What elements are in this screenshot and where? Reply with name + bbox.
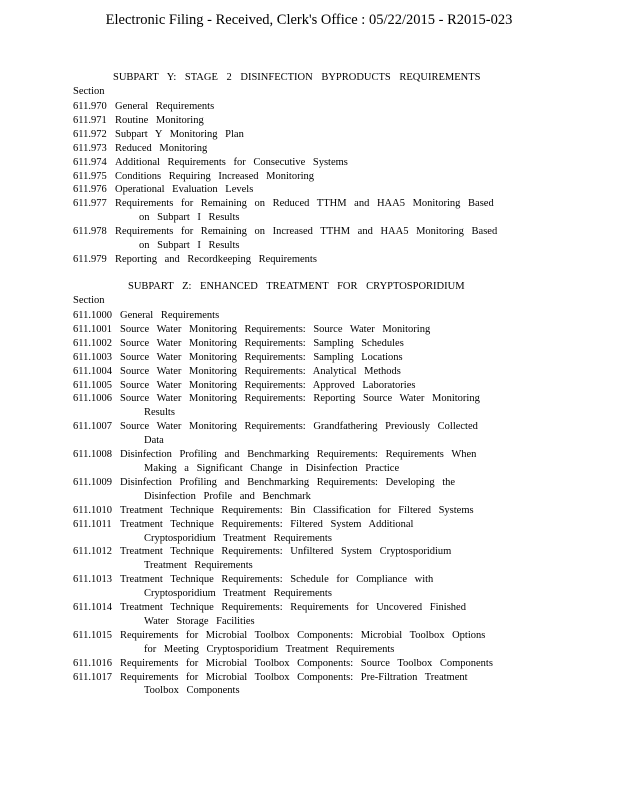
section-number: 611.1001 <box>73 323 112 335</box>
section-number: 611.973 <box>73 142 107 154</box>
section-entry <box>73 504 503 518</box>
subpart-z-section-label: Section <box>73 295 105 306</box>
section-entry <box>73 156 503 170</box>
section-title-text: Reduced Monitoring <box>115 142 208 154</box>
section-number: 611.1016 <box>73 657 112 669</box>
section-number: 611.1014 <box>73 602 112 614</box>
section-title <box>73 629 503 657</box>
subpart-y-section-label: Section <box>73 86 105 97</box>
section-title-text: Reporting and Recordkeeping Requirements <box>115 253 317 265</box>
section-entry <box>73 351 503 365</box>
section-title <box>73 225 503 253</box>
section-title-text: Source Water Monitoring Requirements: Grandfathering Previously Collected <box>120 421 478 433</box>
section-title-continuation: Toolbox Components <box>144 685 240 697</box>
section-title <box>73 518 503 546</box>
subpart-y-title: SUBPART Y: STAGE 2 DISINFECTION BYPRODUCTS REQUIREMENTS <box>113 72 481 83</box>
section-title <box>73 657 503 671</box>
section-number: 611.1013 <box>73 574 112 586</box>
section-title-continuation: Water Storage Facilities <box>144 615 255 627</box>
subpart-z-title: SUBPART Z: ENHANCED TREATMENT FOR CRYPTOSPORIDIUM <box>128 281 465 292</box>
section-number: 611.1017 <box>73 671 112 683</box>
section-title-text: Requirements for Remaining on Reduced TTHM and HAA5 Monitoring Based <box>115 198 494 210</box>
section-title-text: Disinfection Profiling and Benchmarking Requirements: Developing the <box>120 476 456 488</box>
section-number: 611.977 <box>73 198 107 210</box>
section-title-continuation: on Subpart I Results <box>139 240 240 252</box>
section-title-text: Treatment Technique Requirements: Requirements for Uncovered Finished <box>120 602 466 614</box>
section-title-text: Operational Evaluation Levels <box>115 184 254 196</box>
section-title-text: Source Water Monitoring Requirements: Sampling Locations <box>120 351 403 363</box>
section-title-continuation: Cryptosporidium Treatment Requirements <box>144 532 332 544</box>
section-entry <box>73 545 503 573</box>
section-title-text: Treatment Technique Requirements: Unfiltered System Cryptosporidium <box>120 546 452 558</box>
section-title <box>73 392 503 420</box>
section-number: 611.1002 <box>73 337 112 349</box>
section-entry <box>73 476 503 504</box>
section-title-continuation: on Subpart I Results <box>139 212 240 224</box>
section-title <box>73 309 503 323</box>
section-title <box>73 170 503 184</box>
section-title-text: Requirements for Microbial Toolbox Components: Source Toolbox Components <box>120 657 493 669</box>
section-number: 611.1006 <box>73 393 112 405</box>
section-title-text: Source Water Monitoring Requirements: Source Water Monitoring <box>120 323 431 335</box>
section-title-text: Subpart Y Monitoring Plan <box>115 128 244 140</box>
section-entry <box>73 170 503 184</box>
section-title-text: Source Water Monitoring Requirements: Reporting Source Water Monitoring <box>120 393 480 405</box>
section-entry <box>73 392 503 420</box>
section-number: 611.1009 <box>73 476 112 488</box>
section-title <box>73 504 503 518</box>
section-entry <box>73 253 503 267</box>
section-entry <box>73 128 503 142</box>
section-title <box>73 114 503 128</box>
section-entry <box>73 420 503 448</box>
section-title <box>73 253 503 267</box>
section-entry <box>73 601 503 629</box>
section-number: 611.979 <box>73 253 107 265</box>
section-title-text: Conditions Requiring Increased Monitoring <box>115 170 315 182</box>
section-number: 611.974 <box>73 156 107 168</box>
section-number: 611.1012 <box>73 546 112 558</box>
section-title <box>73 183 503 197</box>
section-title <box>73 100 503 114</box>
section-title-text: General Requirements <box>120 310 220 321</box>
section-title-continuation: Results <box>144 407 175 419</box>
section-entry <box>73 379 503 393</box>
section-title <box>73 197 503 225</box>
section-title-continuation: Making a Significant Change in Disinfection Practice <box>144 462 400 474</box>
section-title <box>73 448 503 476</box>
section-entry <box>73 100 503 114</box>
section-number: 611.1011 <box>73 518 112 530</box>
section-number: 611.972 <box>73 128 107 140</box>
section-title-continuation: Treatment Requirements <box>144 560 253 572</box>
section-title-text: Source Water Monitoring Requirements: Analytical Methods <box>120 365 401 377</box>
section-title <box>73 365 503 379</box>
section-title <box>73 323 503 337</box>
section-title <box>73 573 503 601</box>
section-number: 611.1000 <box>73 310 112 321</box>
section-title <box>73 142 503 156</box>
section-title-text: Treatment Technique Requirements: Filtered System Additional <box>120 518 414 530</box>
section-number: 611.976 <box>73 184 107 196</box>
section-title-text: Additional Requirements for Consecutive Systems <box>115 156 348 168</box>
section-number: 611.1010 <box>73 504 112 516</box>
section-title <box>73 601 503 629</box>
section-title-text: Disinfection Profiling and Benchmarking Requirements: Requirements When <box>120 449 477 461</box>
section-title-text: Requirements for Microbial Toolbox Components: Microbial Toolbox Options <box>120 629 486 641</box>
section-title-text: Treatment Technique Requirements: Schedule for Compliance with <box>120 574 434 586</box>
section-title-text: Routine Monitoring <box>115 114 204 126</box>
section-entry <box>73 629 503 657</box>
section-number: 611.975 <box>73 170 107 182</box>
section-title-text: Requirements for Remaining on Increased TTHM and HAA5 Monitoring Based <box>115 226 498 238</box>
section-title-text: Treatment Technique Requirements: Bin Classification for Filtered Systems <box>120 504 474 516</box>
section-entry <box>73 114 503 128</box>
section-entry <box>73 225 503 253</box>
section-title <box>73 337 503 351</box>
section-title-text: General Requirements <box>115 101 215 112</box>
section-number: 611.971 <box>73 114 107 126</box>
section-entry <box>73 183 503 197</box>
section-number: 611.978 <box>73 226 107 238</box>
section-number: 611.1005 <box>73 379 112 391</box>
section-entry <box>73 365 503 379</box>
section-title-continuation: Cryptosporidium Treatment Requirements <box>144 588 332 600</box>
section-title-text: Source Water Monitoring Requirements: Sampling Schedules <box>120 337 404 349</box>
filing-header: Electronic Filing - Received, Clerk's Office : 05/22/2015 - R2015-023 <box>105 12 513 28</box>
section-number: 611.1008 <box>73 449 112 461</box>
section-entry <box>73 518 503 546</box>
section-entry <box>73 657 503 671</box>
section-entry <box>73 142 503 156</box>
section-title-continuation: Disinfection Profile and Benchmark <box>144 490 311 502</box>
section-entry <box>73 448 503 476</box>
section-title <box>73 420 503 448</box>
section-title <box>73 545 503 573</box>
section-title <box>73 156 503 170</box>
section-number: 611.1004 <box>73 365 112 377</box>
section-title <box>73 671 503 699</box>
section-title-text: Requirements for Microbial Toolbox Components: Pre-Filtration Treatment <box>120 671 468 683</box>
section-title-text: Source Water Monitoring Requirements: Approved Laboratories <box>120 379 416 391</box>
section-number: 611.1003 <box>73 351 112 363</box>
section-title-continuation: Data <box>144 435 164 447</box>
section-entry <box>73 671 503 699</box>
section-number: 611.1007 <box>73 421 112 433</box>
subpart-z-entries <box>73 309 503 698</box>
section-entry <box>73 573 503 601</box>
section-entry <box>73 337 503 351</box>
section-entry <box>73 323 503 337</box>
section-title <box>73 128 503 142</box>
section-title <box>73 476 503 504</box>
section-entry <box>73 197 503 225</box>
section-number: 611.970 <box>73 101 107 112</box>
subpart-y-entries <box>73 100 503 267</box>
section-title <box>73 351 503 365</box>
section-entry <box>73 309 503 323</box>
section-title-continuation: for Meeting Cryptosporidium Treatment Requirements <box>144 643 395 655</box>
section-title <box>73 379 503 393</box>
section-number: 611.1015 <box>73 629 112 641</box>
